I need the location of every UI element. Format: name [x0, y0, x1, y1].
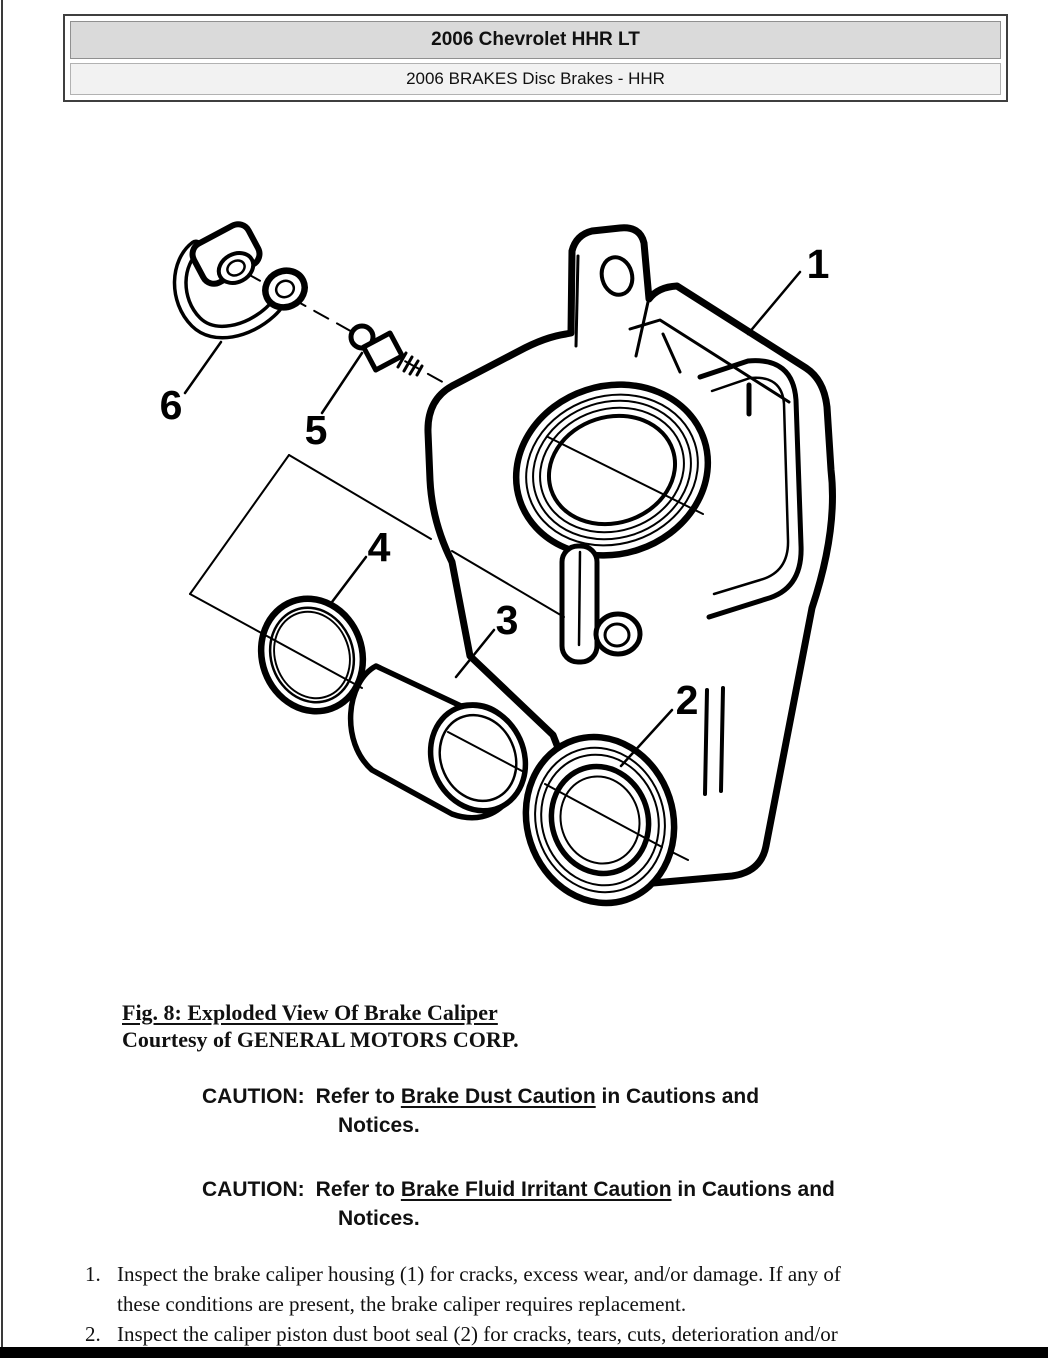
vehicle-title: 2006 Chevrolet HHR LT [70, 21, 1001, 59]
caution-label: CAUTION: [202, 1085, 305, 1108]
caution-brake-dust [202, 1082, 759, 1140]
step-number: 1. [85, 1262, 101, 1286]
step-line: these conditions are present, the brake caliper requires replacement. [117, 1292, 687, 1316]
step-line: Inspect the caliper piston dust boot seal (2) for cracks, tears, cuts, deterioration and/or [117, 1322, 838, 1346]
callout-3: 3 [495, 597, 519, 643]
step-line: Inspect the brake caliper housing (1) for cracks, excess wear, and/or damage. If any of [117, 1262, 841, 1286]
caution-line1 [202, 1082, 759, 1111]
caution-link: Brake Dust Caution [400, 1085, 596, 1108]
caution-line1 [202, 1175, 835, 1204]
step-number: 2. [85, 1322, 101, 1346]
caution-text: Refer to [315, 1178, 401, 1201]
section-subtitle: 2006 BRAKES Disc Brakes - HHR [70, 63, 1001, 95]
bleeder-valve [351, 326, 422, 375]
caution-brake-fluid [202, 1175, 835, 1233]
callout-5: 5 [304, 407, 328, 453]
caution-text: in Cautions and [595, 1085, 760, 1108]
caution-label: CAUTION: [202, 1178, 305, 1201]
step-text [117, 1319, 838, 1349]
caution-line2: Notices. [338, 1114, 420, 1137]
callout-6: 6 [159, 382, 183, 428]
caution-link: Brake Fluid Irritant Caution [400, 1178, 672, 1201]
figure-caption [122, 999, 519, 1053]
figure-courtesy: Courtesy of GENERAL MOTORS CORP. [122, 1027, 519, 1052]
list-item [85, 1259, 841, 1319]
callout-1: 1 [806, 241, 830, 287]
page-bottom-edge [0, 1347, 1048, 1358]
list-item [85, 1319, 841, 1349]
inspection-steps [85, 1259, 841, 1349]
caution-line2: Notices. [338, 1207, 420, 1230]
bleeder-valve-cap [180, 220, 310, 332]
figure-title: Fig. 8: Exploded View Of Brake Caliper [122, 1000, 498, 1025]
caution-text: in Cautions and [671, 1178, 835, 1201]
callout-4: 4 [367, 524, 391, 570]
callout-2: 2 [675, 677, 699, 723]
caution-text: Refer to [315, 1085, 401, 1108]
step-text [117, 1259, 841, 1319]
